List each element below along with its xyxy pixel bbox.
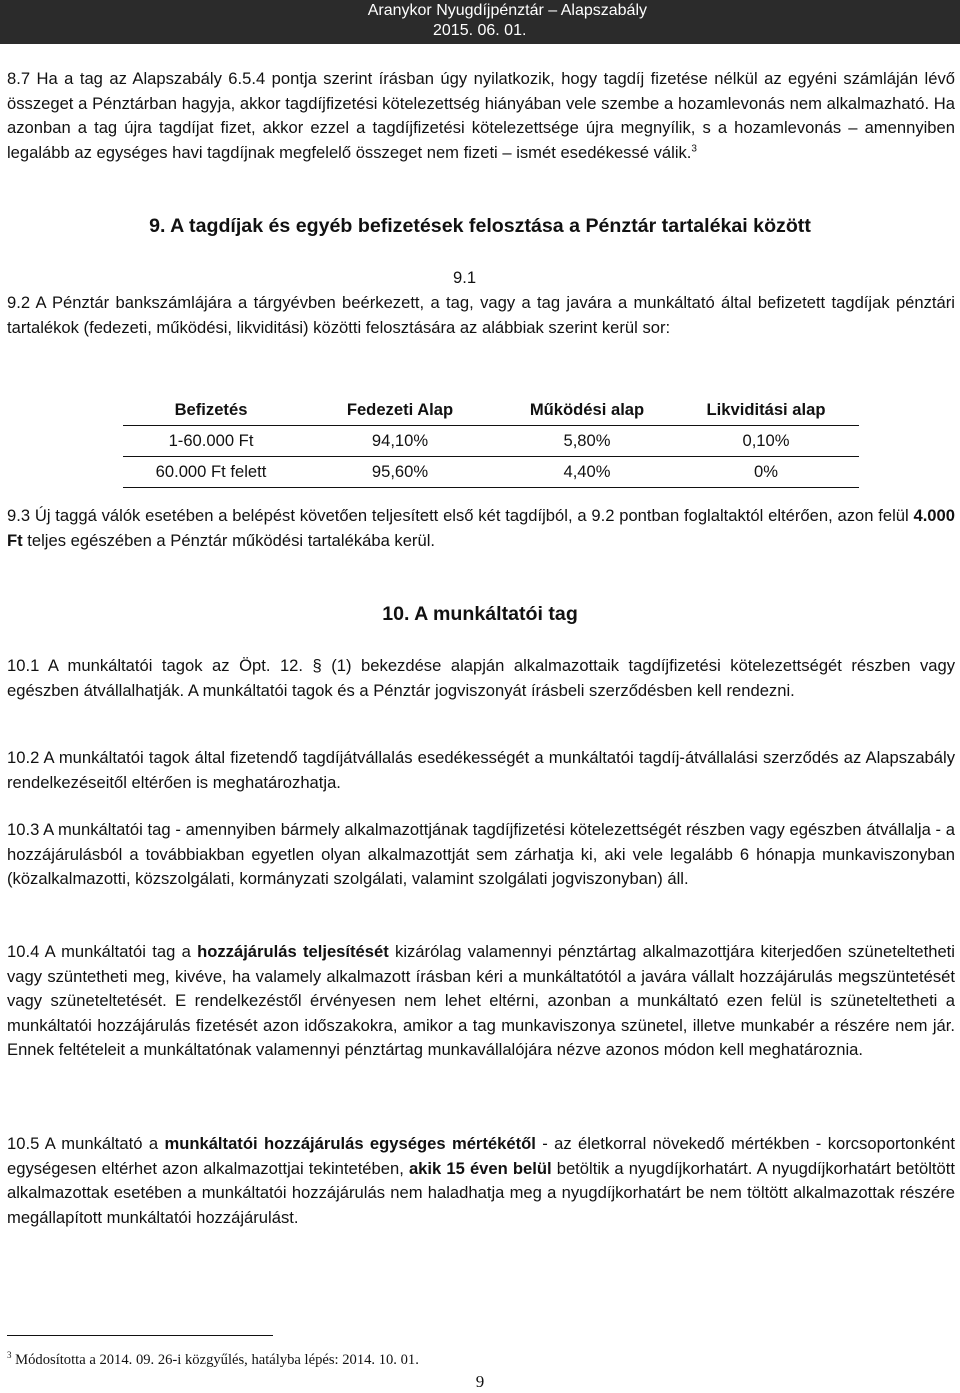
table-cell: 4,40%	[501, 457, 673, 488]
header-date: 2015. 06. 01.	[433, 22, 527, 39]
paragraph-9-1-number: 9.1	[453, 268, 477, 287]
section-10-heading: 10. A munkáltatói tag	[382, 603, 578, 625]
paragraph-9-3-text-c: teljes egészében a Pénztár működési tartalékába kerül.	[22, 530, 435, 550]
allocation-table	[123, 395, 859, 488]
paragraph-10-4-text-c: kizárólag valamennyi pénztártag alkalmazottjára kiterjedően szüneteltetheti vagy szüntetheti meg, kivéve, ha valamely alkalmazott írásban kéri a munkáltatótól a javára vállalt hozzájárulás megszüntetését vagy szüneteltetését. E rendelkezéstől érvényesen nem lehet eltérni, azonban a munkáltató ezen felül is szüneteltetheti a munkáltatói hozzájárulás fizetését azon időszakokra, amikor a tag munkaviszonya szünetel, illetve munkabér a részére nem jár. Ennek feltételeit a munkáltatónak valamennyi pénztártag munkavállalójára nézve azonos módon kell meghatároznia.	[7, 942, 955, 1059]
table-header-cell: Fedezeti Alap	[299, 395, 501, 426]
footnote-text: Módosította a 2014. 09. 26-i közgyűlés, hatályba lépés: 2014. 10. 01.	[11, 1352, 419, 1368]
section-9-heading: 9. A tagdíjak és egyéb befizetések felosztása a Pénztár tartalékai között	[149, 215, 811, 237]
paragraph-9-3-text-a: 9.3 Új taggá válók esetében a belépést követően teljesített első két tagdíjból, a 9.2 pontban foglaltaktól eltérően, azon felül	[7, 506, 914, 525]
page-number: 9	[475, 1372, 485, 1391]
document-header	[0, 0, 960, 44]
paragraph-8-7	[7, 67, 955, 165]
paragraph-10-5-bold-2: akik 15 éven belül	[408, 1158, 552, 1178]
table-row	[123, 457, 859, 488]
table-header-cell: Befizetés	[123, 395, 299, 426]
paragraph-10-4-text-a: 10.4 A munkáltatói tag a	[7, 942, 198, 961]
table-cell: 95,60%	[299, 457, 501, 488]
paragraph-10-4	[7, 940, 955, 1063]
footnote-separator	[7, 1335, 273, 1336]
paragraph-10-3: 10.3 A munkáltatói tag - amennyiben bármely alkalmazottjának tagdíjfizetési kötelezettségét részben vagy egészben átvállalja - a hozzájárulásból a továbbiakban egyetlen olyan alkalmazottját sem zárhatja ki, aki vele legalább 6 hónapja munkaviszonyban (közalkalmazotti, közszolgálati, kormányzati szolgálati, valamint szolgálati jogviszonyban) áll.	[7, 820, 955, 888]
paragraph-10-5-text-e: betöltik a nyugdíjkorhatárt. A nyugdíjkorhatárt betöltött alkalmazottak esetében a munkáltatói hozzájárulás nem haladhatja meg a nyugdíjkorhatárt be nem töltött alkalmazottak részére megállapított munkáltatói hozzájárulást.	[7, 1158, 955, 1227]
paragraph-10-4-bold: hozzájárulás teljesítését	[197, 942, 389, 961]
table-header-cell: Működési alap	[501, 395, 673, 426]
paragraph-8-7-text: 8.7 Ha a tag az Alapszabály 6.5.4 pontja szerint írásban úgy nyilatkozik, hogy tagdíj fizetése nélkül az egyéni számláján lévő összeget a Pénztárban hagyja, akkor tagdíjfizetési kötelezettség hiányában vele szembe a hozamlevonás nem alkalmazható. Ha azonban a tag újra tagdíjat fizet, akkor ezzel a tagdíjfizetési kötelezettsége újra megnyílik, s a hozamlevonás – amennyiben legalább az egységes havi tagdíjnak megfelelő összeget nem fizeti – ismét esedékessé válik.	[7, 69, 955, 162]
paragraph-9-3-amount: 4.000 Ft	[7, 506, 955, 550]
table-cell: 94,10%	[299, 426, 501, 457]
header-title: Aranykor Nyugdíjpénztár – Alapszabály	[367, 2, 647, 19]
table-cell: 60.000 Ft felett	[123, 457, 299, 488]
paragraph-10-5-text-c: - az életkorral növekedő mértékben - korcsoportonként egységesen eltérhet azon alkalmazottjai tekintetében,	[7, 1134, 955, 1178]
footnote-ref[interactable]: 3	[691, 142, 697, 154]
paragraph-9-2: 9.2 A Pénztár bankszámlájára a tárgyévben beérkezett, a tag, vagy a tag javára a munkáltató által befizetett tagdíjak pénztári tartalékok (fedezeti, működési, likviditási) közötti felosztására az alábbiak szerint kerül sor:	[7, 293, 955, 337]
paragraph-10-1: 10.1 A munkáltatói tagok az Öpt. 12. § (1) bekezdése alapján alkalmazottaik tagdíjfizetési kötelezettségét részben vagy egészben átvállalhatják. A munkáltatói tagok és a Pénztár jogviszonyát írásbeli szerződésben kell rendezni.	[7, 656, 955, 700]
table-cell: 5,80%	[501, 426, 673, 457]
table-cell: 0%	[673, 457, 859, 488]
footnote	[7, 1351, 419, 1369]
table-cell: 0,10%	[673, 426, 859, 457]
table-header-cell: Likviditási alap	[673, 395, 859, 426]
paragraph-9-3	[7, 504, 955, 553]
paragraph-10-2: 10.2 A munkáltatói tagok által fizetendő tagdíjátvállalás esedékességét a munkáltatói tagdíj-átvállalási szerződés az Alapszabály rendelkezéseitől eltérően is meghatározhatja.	[7, 748, 955, 792]
table-header-row	[123, 395, 859, 426]
paragraph-10-5-text-a: 10.5 A munkáltató a	[7, 1134, 165, 1153]
paragraph-10-5	[7, 1132, 955, 1230]
footnote-number: 3	[7, 1350, 12, 1361]
table-cell: 1-60.000 Ft	[123, 426, 299, 457]
paragraph-10-5-bold-1: munkáltatói hozzájárulás egységes mértékétől	[164, 1134, 536, 1153]
table-row	[123, 426, 859, 457]
